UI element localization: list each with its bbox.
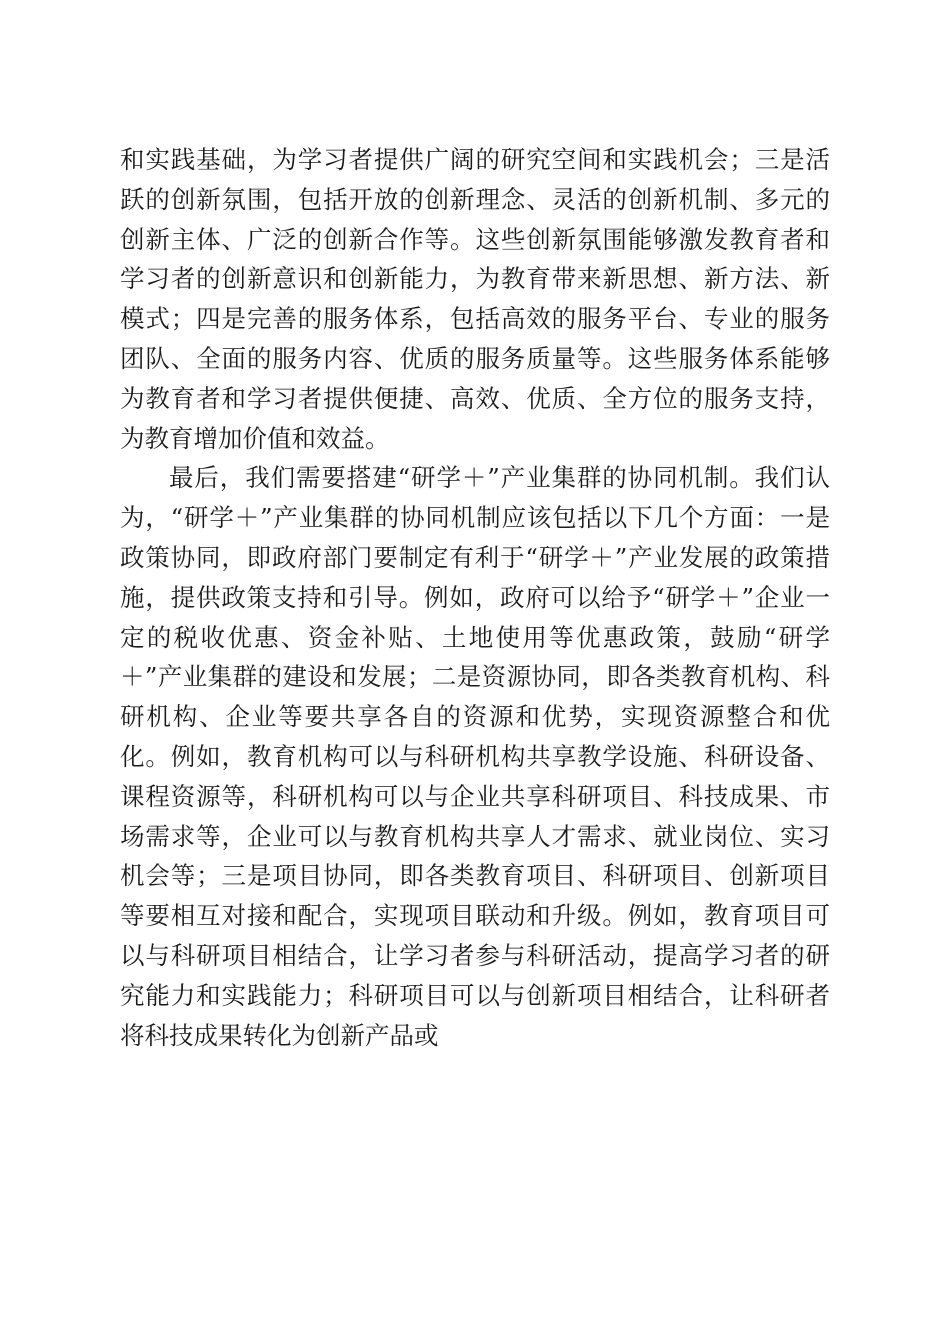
paragraph-continuation: 和实践基础，为学习者提供广阔的研究空间和实践机会；三是活跃的创新氛围，包括开放的创新理念、灵活的创新机制、多元的创新主体、广泛的创新合作等。这些创新氛围能够激发教育者和学习者的创新意识和创新能力，为教育带来新思想、新方法、新模式；四是完善的服务体系，包括高效的服务平台、专业的服务团队、全面的服务内容、优质的服务质量等。这些服务体系能够为教育者和学习者提供便捷、高效、优质、全方位的服务支持，为教育增加价值和效益。 <box>120 145 830 453</box>
paragraph-synergy-mechanism: 最后，我们需要搭建“研学＋”产业集群的协同机制。我们认为，“研学＋”产业集群的协同机制应该包括以下几个方面：一是政策协同，即政府部门要制定有利于“研学＋”产业发展的政策措施，提供政策支持和引导。例如，政府可以给予“研学＋”企业一定的税收优惠、资金补贴、土地使用等优惠政策，鼓励“研学＋”产业集群的建设和发展；二是资源协同，即各类教育机构、科研机构、企业等要共享各自的资源和优势，实现资源整合和优化。例如，教育机构可以与科研机构共享教学设施、科研设备、课程资源等，科研机构可以与企业共享科研项目、科技成果、市场需求等，企业可以与教育机构共享人才需求、就业岗位、实习机会等；三是项目协同，即各类教育项目、科研项目、创新项目等要相互对接和配合，实现项目联动和升级。例如，教育项目可以与科研项目相结合，让学习者参与科研活动，提高学习者的研究能力和实践能力；科研项目可以与创新项目相结合，让科研者将科技成果转化为创新产品或 <box>120 463 830 1050</box>
document-page <box>120 140 830 1055</box>
